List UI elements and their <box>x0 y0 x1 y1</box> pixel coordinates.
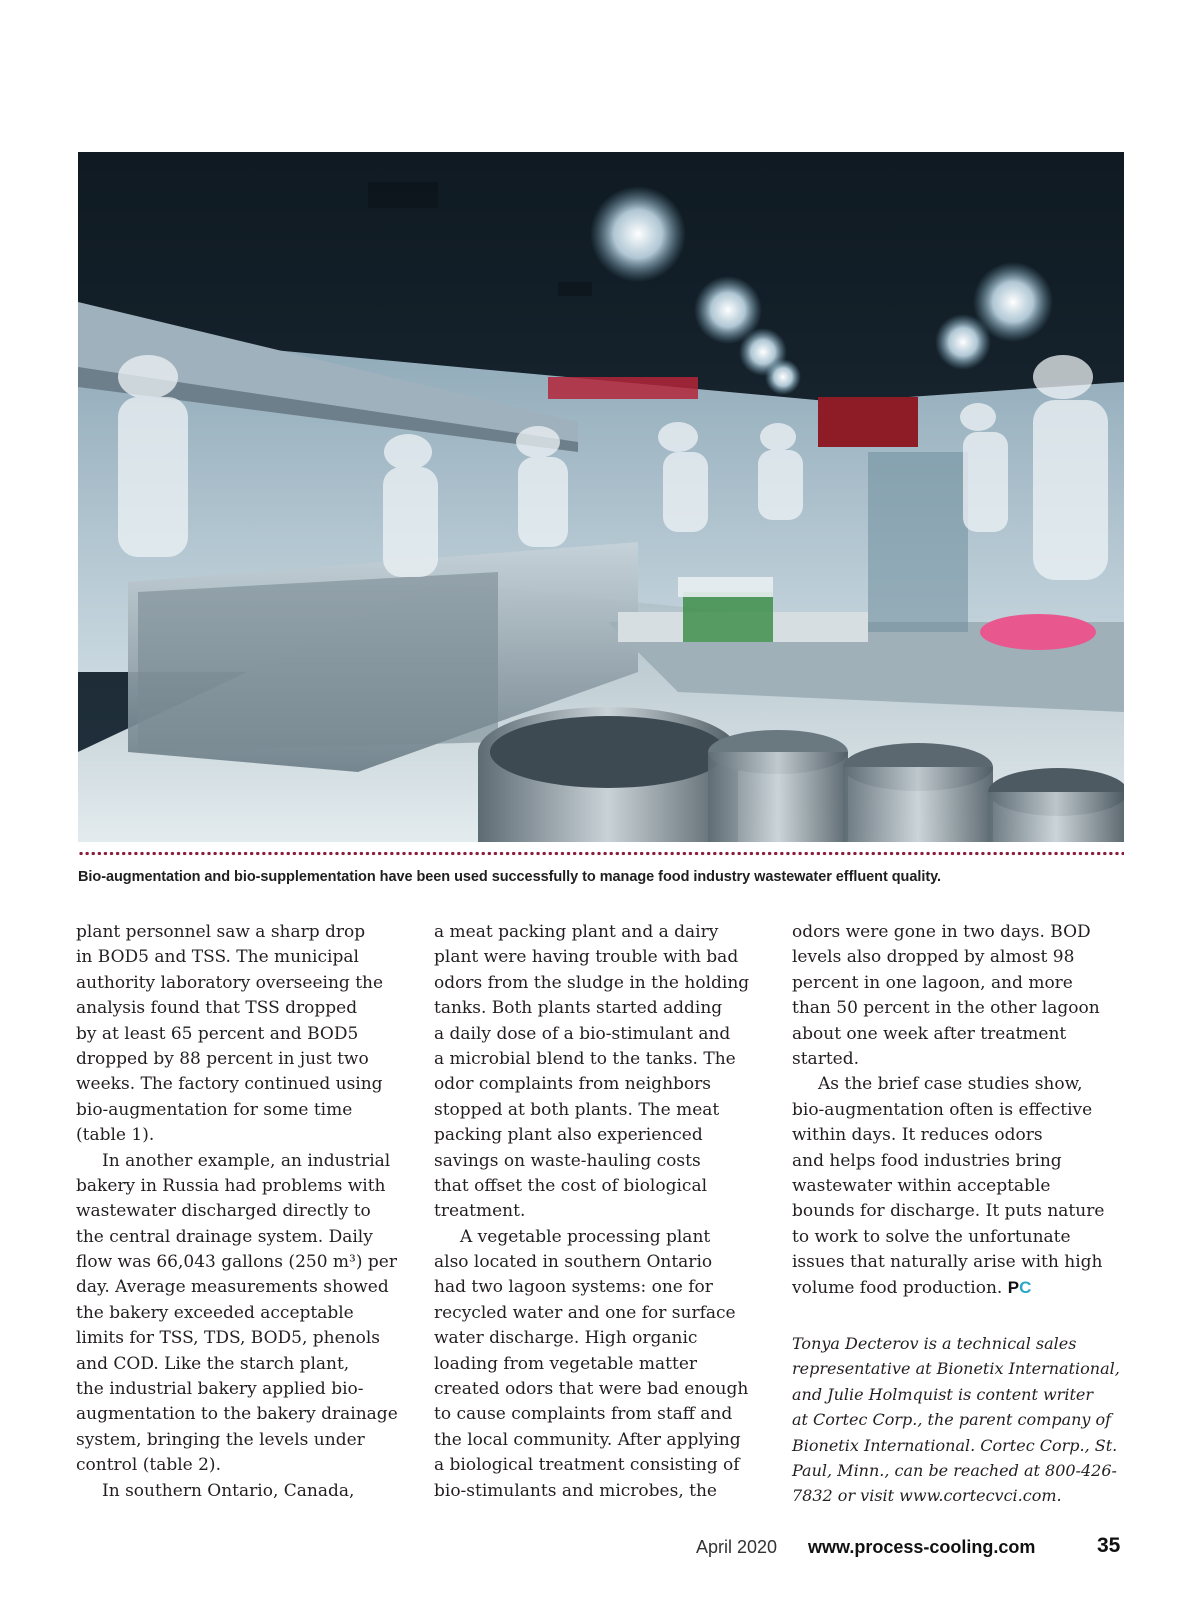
end-mark-p: P <box>1007 1278 1020 1298</box>
text-line: to cause complaints from staff and <box>434 1404 733 1425</box>
text-line: wastewater within acceptable <box>792 1175 1051 1196</box>
text-line: a meat packing plant and a dairy <box>434 922 719 942</box>
text-line: In southern Ontario, Canada, <box>102 1480 355 1501</box>
text-line: weeks. The factory continued using <box>76 1074 383 1095</box>
text-line: savings on waste-hauling costs <box>434 1150 701 1171</box>
text-line: bio-augmentation often is effective <box>792 1099 1093 1120</box>
text-line <box>792 1275 1132 1300</box>
text-line: than 50 percent in the other lagoon <box>792 998 1100 1019</box>
end-mark-logo <box>1008 1278 1032 1297</box>
text-line: plant personnel saw a sharp drop <box>76 922 366 942</box>
text-line: system, bringing the levels under <box>76 1429 365 1450</box>
text-line: (table 1). <box>76 1125 155 1146</box>
text-line: to work to solve the unfortunate <box>792 1226 1071 1247</box>
text-line: the central drainage system. Daily <box>76 1226 373 1247</box>
text-line: bounds for discharge. It puts nature <box>792 1201 1105 1222</box>
text-line: treatment. <box>434 1201 526 1222</box>
bio-line: at Cortec Corp., the parent company of <box>792 1410 1112 1430</box>
text-line: a daily dose of a bio-stimulant and <box>434 1023 731 1044</box>
article-column-1 <box>76 920 416 1504</box>
text-line: recycled water and one for surface <box>434 1302 736 1323</box>
bio-line: Tonya Decterov is a technical sales <box>792 1334 1077 1353</box>
footer-date: April 2020 <box>696 1537 778 1557</box>
text-line: analysis found that TSS dropped <box>76 998 358 1019</box>
text-line: bio-stimulants and microbes, the <box>434 1480 717 1501</box>
text-line: the industrial bakery applied bio- <box>76 1379 364 1400</box>
text-line: A vegetable processing plant <box>460 1226 711 1247</box>
bio-line: Paul, Minn., can be reached at 800-426- <box>792 1460 1117 1480</box>
dotted-rule <box>78 851 1124 856</box>
text-line: also located in southern Ontario <box>434 1252 713 1273</box>
kitchen-photo-illustration <box>78 152 1124 842</box>
text-line: odors were gone in two days. BOD <box>792 922 1091 942</box>
text-line: loading from vegetable matter <box>434 1353 698 1374</box>
text-line: bakery in Russia had problems with <box>76 1175 386 1196</box>
bio-line: Bionetix International. Cortec Corp., St. <box>792 1435 1118 1455</box>
text-line: In another example, an industrial <box>102 1150 391 1171</box>
text-line: by at least 65 percent and BOD5 <box>76 1023 359 1044</box>
text-line: that offset the cost of biological <box>434 1175 708 1196</box>
text-line: augmentation to the bakery drainage <box>76 1404 398 1425</box>
text-line: the local community. After applying <box>434 1429 741 1450</box>
text-line: about one week after treatment <box>792 1023 1067 1044</box>
text-line: and COD. Like the starch plant, <box>76 1353 350 1374</box>
text-line: started. <box>792 1048 859 1069</box>
text-line: a biological treatment consisting of <box>434 1455 740 1476</box>
text-line: and helps food industries bring <box>792 1150 1062 1171</box>
text-line: control (table 2). <box>76 1455 221 1476</box>
kitchen-photo <box>78 152 1124 842</box>
text-line: plant were having trouble with bad <box>434 947 739 968</box>
text-line: flow was 66,043 gallons (250 m³) per <box>76 1252 397 1273</box>
text-line: authority laboratory overseeing the <box>76 972 384 993</box>
text-line-content: volume food production. <box>792 1278 1003 1299</box>
text-line: odors from the sludge in the holding <box>434 972 750 993</box>
text-line: issues that naturally arise with high <box>792 1252 1103 1273</box>
text-line: percent in one lagoon, and more <box>792 972 1073 993</box>
footer-website[interactable]: www.process-cooling.com <box>808 1537 1036 1557</box>
page-number: 35 <box>1097 1534 1121 1557</box>
text-line: in BOD5 and TSS. The municipal <box>76 947 359 968</box>
text-line: stopped at both plants. The meat <box>434 1099 720 1120</box>
text-line: had two lagoon systems: one for <box>434 1277 713 1298</box>
author-bio <box>792 1331 1122 1509</box>
text-line: dropped by 88 percent in just two <box>76 1048 369 1069</box>
article-column-3 <box>792 920 1132 1301</box>
text-line: limits for TSS, TDS, BOD5, phenols <box>76 1328 381 1349</box>
text-line: tanks. Both plants started adding <box>434 998 723 1019</box>
bio-line: representative at Bionetix International, <box>792 1359 1120 1379</box>
text-line: created odors that were bad enough <box>434 1379 749 1400</box>
text-line: levels also dropped by almost 98 <box>792 947 1075 968</box>
article-column-2 <box>434 920 774 1504</box>
end-mark-c: C <box>1019 1278 1032 1298</box>
text-line: day. Average measurements showed <box>76 1277 389 1298</box>
text-line: bio-augmentation for some time <box>76 1099 353 1120</box>
text-line: wastewater discharged directly to <box>76 1201 371 1222</box>
bio-line: 7832 or visit www.cortecvci.com. <box>792 1486 1062 1506</box>
text-line: packing plant also experienced <box>434 1125 703 1146</box>
text-line: within days. It reduces odors <box>792 1125 1043 1146</box>
text-line: a microbial blend to the tanks. The <box>434 1048 736 1069</box>
text-line: the bakery exceeded acceptable <box>76 1302 354 1323</box>
photo-caption: Bio-augmentation and bio-supplementation have been used successfully to manage food industry wastewater effluent quality. <box>78 869 942 885</box>
text-line: As the brief case studies show, <box>818 1074 1083 1095</box>
text-line: water discharge. High organic <box>434 1328 698 1349</box>
bio-line: and Julie Holmquist is content writer <box>792 1384 1093 1404</box>
text-line: odor complaints from neighbors <box>434 1074 711 1095</box>
